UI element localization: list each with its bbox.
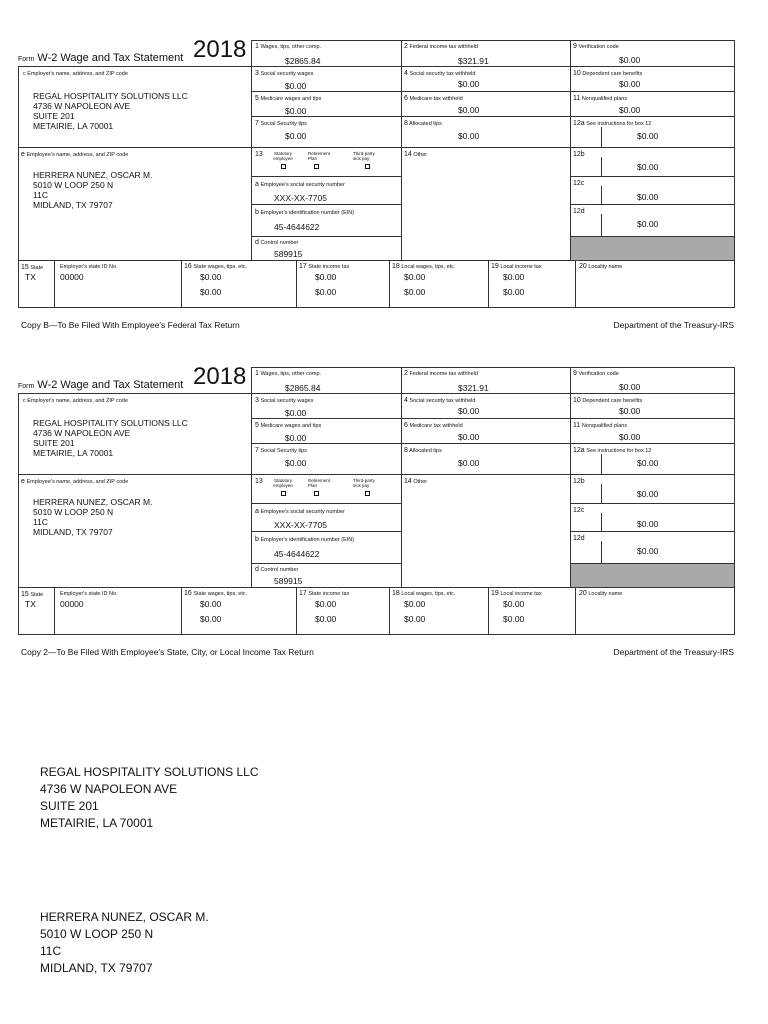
box-19-value-1: $0.00: [503, 599, 525, 609]
employer-label: Employer's name, address, and ZIP code: [27, 398, 128, 404]
box-12a: 12a See instructions for box 12 $0.00: [570, 443, 735, 475]
box-18-value-2: $0.00: [404, 614, 426, 624]
box-1-value: $2865.84: [285, 56, 321, 66]
box-7-value: $0.00: [285, 131, 307, 141]
employee-address: [33, 497, 153, 537]
w2-copy-2: [18, 363, 735, 635]
box-8: 8 Allocated tips $0.00: [401, 116, 571, 148]
box-7-value: $0.00: [285, 458, 307, 468]
copy-2-note: Copy 2—To Be Filed With Employee's State, City, or Local Income Tax Return: [21, 647, 314, 657]
employee-name: HERRERA NUNEZ, OSCAR M.: [33, 497, 153, 507]
box-2-value: $321.91: [458, 56, 489, 66]
employee-street: 5010 W LOOP 250 N: [33, 180, 114, 190]
box-a-ssn: a Employee's social security number XXX-XX-7705: [251, 503, 402, 532]
box-19-value-2: $0.00: [503, 614, 525, 624]
box-d-control: d Control number 589915: [251, 563, 402, 588]
box-19: 19 Local income tax $0.00 $0.00: [488, 587, 576, 635]
employer-city: METAIRIE, LA 70001: [33, 121, 114, 131]
form-title-text: W-2 Wage and Tax Statement: [37, 379, 184, 391]
box-8: 8 Allocated tips $0.00: [401, 443, 571, 475]
retirement-plan-checkbox[interactable]: [314, 164, 319, 169]
box-7: 7 Social Security tips $0.00: [251, 443, 402, 475]
box-12c-value: $0.00: [637, 519, 659, 529]
form-year: 2018: [193, 36, 247, 63]
box-1-value: $2865.84: [285, 383, 321, 393]
shaded-box: [570, 563, 735, 588]
state-id-box: Employer's state ID No. 00000: [54, 260, 182, 308]
mailing-line: HERRERA NUNEZ, OSCAR M.: [40, 910, 209, 924]
third-party-sick-pay-checkbox[interactable]: [365, 164, 370, 169]
employee-box: e Employee's name, address, and ZIP code HERRERA NUNEZ, OSCAR M. 5010 W LOOP 250 N 11C MIDLAND, TX 79707: [18, 147, 252, 261]
box-2: 2 Federal income tax withheld $321.91: [401, 367, 571, 394]
box-12c: 12c $0.00: [570, 176, 735, 205]
box-17-value-2: $0.00: [315, 287, 337, 297]
box-4: 4 Social security tax withheld $0.00: [401, 393, 571, 419]
employer-label: Employer's name, address, and ZIP code: [27, 71, 128, 77]
box-a-ssn: a Employee's social security number XXX-XX-7705: [251, 176, 402, 205]
employer-box: c Employer's name, address, and ZIP code REGAL HOSPITALITY SOLUTIONS LLC 4736 W NAPOLEON AVE SUITE 201 METAIRIE, LA 70001: [18, 66, 252, 148]
box-12d-value: $0.00: [637, 546, 659, 556]
box-14: 14 Other: [401, 147, 571, 261]
box-18: 18 Local wages, tips, etc. $0.00 $0.00: [389, 587, 489, 635]
employee-name: HERRERA NUNEZ, OSCAR M.: [33, 170, 153, 180]
box-12d: 12d $0.00: [570, 531, 735, 564]
box-12b-value: $0.00: [637, 162, 659, 172]
retirement-plan-checkbox[interactable]: [314, 491, 319, 496]
box-12c: 12c $0.00: [570, 503, 735, 532]
statutory-employee-checkbox[interactable]: [281, 164, 286, 169]
mailing-line: 11C: [40, 944, 62, 958]
state-value: TX: [25, 599, 36, 609]
box-12d: 12d $0.00: [570, 204, 735, 237]
box-20: 20 Locality name: [575, 260, 735, 308]
box-2-value: $321.91: [458, 383, 489, 393]
box-19: 19 Local income tax $0.00 $0.00: [488, 260, 576, 308]
box-6-value: $0.00: [458, 105, 480, 115]
box-12b-value: $0.00: [637, 489, 659, 499]
box-9-value: $0.00: [619, 55, 641, 65]
box-7: 7 Social Security tips $0.00: [251, 116, 402, 148]
box-1: 1 Wages, tips, other comp. $2865.84: [251, 40, 402, 67]
box-12a-value: $0.00: [637, 458, 659, 468]
box-14: 14 Other: [401, 474, 571, 588]
employer-box: c Employer's name, address, and ZIP code REGAL HOSPITALITY SOLUTIONS LLC 4736 W NAPOLEON AVE SUITE 201 METAIRIE, LA 70001: [18, 393, 252, 475]
employee-label: Employee's name, address, and ZIP code: [26, 479, 129, 485]
box-12a: 12a See instructions for box 12 $0.00: [570, 116, 735, 148]
employer-street: 4736 W NAPOLEON AVE: [33, 428, 131, 438]
box-16-value-2: $0.00: [200, 614, 222, 624]
box-18-value-1: $0.00: [404, 599, 426, 609]
employee-street: 5010 W LOOP 250 N: [33, 507, 114, 517]
state-id-value: 00000: [60, 599, 84, 609]
state-value: TX: [25, 272, 36, 282]
ein-value: 45-4644622: [274, 549, 320, 559]
employer-street: 4736 W NAPOLEON AVE: [33, 101, 131, 111]
box-9-value: $0.00: [619, 382, 641, 392]
form-year: 2018: [193, 363, 247, 390]
box-18-value-2: $0.00: [404, 287, 426, 297]
employee-unit: 11C: [33, 190, 48, 200]
box-18: 18 Local wages, tips, etc. $0.00 $0.00: [389, 260, 489, 308]
mailing-line: REGAL HOSPITALITY SOLUTIONS LLC: [40, 765, 259, 779]
copy-b-note: Copy B—To Be Filed With Employee's Federal Tax Return: [21, 320, 240, 330]
department-label-1: Department of the Treasury-IRS: [613, 320, 734, 330]
box-10: 10 Dependent care benefits $0.00: [570, 66, 735, 92]
box-10-value: $0.00: [619, 406, 641, 416]
employee-unit: 11C: [33, 517, 48, 527]
ein-value: 45-4644622: [274, 222, 320, 232]
third-party-sick-pay-checkbox[interactable]: [365, 491, 370, 496]
box-12b: 12b $0.00: [570, 147, 735, 177]
mailing-line: 5010 W LOOP 250 N: [40, 927, 154, 941]
box-b-ein: b Employer's identification number (EIN) 45-4644622: [251, 531, 402, 564]
ssn-value: XXX-XX-7705: [274, 520, 327, 530]
box-16: 16 State wages, tips, etc. $0.00 $0.00: [181, 587, 297, 635]
box-4-value: $0.00: [458, 406, 480, 416]
employee-box: e Employee's name, address, and ZIP code HERRERA NUNEZ, OSCAR M. 5010 W LOOP 250 N 11C MIDLAND, TX 79707: [18, 474, 252, 588]
state-id-value: 00000: [60, 272, 84, 282]
w2-copy-b: [18, 36, 735, 308]
box-5: 5 Medicare wages and tips $0.00: [251, 91, 402, 117]
box-15-state: 15 State TX: [18, 587, 55, 635]
box-8-value: $0.00: [458, 458, 480, 468]
mailing-line: METAIRIE, LA 70001: [40, 816, 154, 830]
box-19-value-1: $0.00: [503, 272, 525, 282]
box-17-value-2: $0.00: [315, 614, 337, 624]
box-5-value: $0.00: [285, 106, 307, 116]
box-4-value: $0.00: [458, 79, 480, 89]
box-11: 11 Nonqualified plans $0.00: [570, 91, 735, 117]
box-6-value: $0.00: [458, 432, 480, 442]
box-12c-value: $0.00: [637, 192, 659, 202]
box-16: 16 State wages, tips, etc. $0.00 $0.00: [181, 260, 297, 308]
employee-mailing-address: [40, 909, 209, 977]
box-20: 20 Locality name: [575, 587, 735, 635]
employee-address: [33, 170, 153, 210]
box-1: 1 Wages, tips, other comp. $2865.84: [251, 367, 402, 394]
employer-address: [33, 418, 188, 458]
employer-name: REGAL HOSPITALITY SOLUTIONS LLC: [33, 418, 188, 428]
box-8-value: $0.00: [458, 131, 480, 141]
box-3: 3 Social security wages $0.00: [251, 393, 402, 419]
box-4: 4 Social security tax withheld $0.00: [401, 66, 571, 92]
box-10: 10 Dependent care benefits $0.00: [570, 393, 735, 419]
box-b-ein: b Employer's identification number (EIN) 45-4644622: [251, 204, 402, 237]
mailing-line: 4736 W NAPOLEON AVE: [40, 782, 178, 796]
form-title-text: W-2 Wage and Tax Statement: [37, 52, 184, 64]
box-11-value: $0.00: [619, 432, 641, 442]
ssn-value: XXX-XX-7705: [274, 193, 327, 203]
box-9: 9 Verification code $0.00: [570, 367, 735, 394]
box-17-value-1: $0.00: [315, 272, 337, 282]
box-16-value-1: $0.00: [200, 272, 222, 282]
box-19-value-2: $0.00: [503, 287, 525, 297]
form-title: Form W-2 Wage and Tax Statement: [18, 379, 184, 391]
box-3: 3 Social security wages $0.00: [251, 66, 402, 92]
box-11: 11 Nonqualified plans $0.00: [570, 418, 735, 444]
box-13: 13 Statutory employee Retirement Plan Third-party sick pay: [251, 474, 402, 504]
mailing-line: MIDLAND, TX 79707: [40, 961, 153, 975]
box-6: 6 Medicare tax withheld $0.00: [401, 91, 571, 117]
employer-name: REGAL HOSPITALITY SOLUTIONS LLC: [33, 91, 188, 101]
box-18-value-1: $0.00: [404, 272, 426, 282]
employee-city: MIDLAND, TX 79707: [33, 200, 113, 210]
control-number-value: 589915: [274, 249, 303, 259]
employer-suite: SUITE 201: [33, 111, 75, 121]
box-d-control: d Control number 589915: [251, 236, 402, 261]
employer-mailing-address: [40, 764, 259, 832]
box-12d-value: $0.00: [637, 219, 659, 229]
box-5-value: $0.00: [285, 433, 307, 443]
employer-address: [33, 91, 188, 131]
control-number-value: 589915: [274, 576, 303, 586]
box-15-state: 15 State TX: [18, 260, 55, 308]
box-17: 17 State income tax $0.00 $0.00: [296, 260, 390, 308]
box-16-value-1: $0.00: [200, 599, 222, 609]
mailing-line: SUITE 201: [40, 799, 99, 813]
form-title: Form W-2 Wage and Tax Statement: [18, 52, 184, 64]
box-12a-value: $0.00: [637, 131, 659, 141]
employee-city: MIDLAND, TX 79707: [33, 527, 113, 537]
box-17: 17 State income tax $0.00 $0.00: [296, 587, 390, 635]
box-12b: 12b $0.00: [570, 474, 735, 504]
box-5: 5 Medicare wages and tips $0.00: [251, 418, 402, 444]
box-3-value: $0.00: [285, 81, 307, 91]
box-11-value: $0.00: [619, 105, 641, 115]
employer-city: METAIRIE, LA 70001: [33, 448, 114, 458]
shaded-box: [570, 236, 735, 261]
box-2: 2 Federal income tax withheld $321.91: [401, 40, 571, 67]
box-3-value: $0.00: [285, 408, 307, 418]
box-16-value-2: $0.00: [200, 287, 222, 297]
state-id-box: Employer's state ID No. 00000: [54, 587, 182, 635]
employee-label: Employee's name, address, and ZIP code: [26, 152, 129, 158]
box-9: 9 Verification code $0.00: [570, 40, 735, 67]
statutory-employee-checkbox[interactable]: [281, 491, 286, 496]
box-13: 13 Statutory employee Retirement Plan Third-party sick pay: [251, 147, 402, 177]
box-17-value-1: $0.00: [315, 599, 337, 609]
employer-suite: SUITE 201: [33, 438, 75, 448]
department-label-2: Department of the Treasury-IRS: [613, 647, 734, 657]
box-6: 6 Medicare tax withheld $0.00: [401, 418, 571, 444]
box-10-value: $0.00: [619, 79, 641, 89]
